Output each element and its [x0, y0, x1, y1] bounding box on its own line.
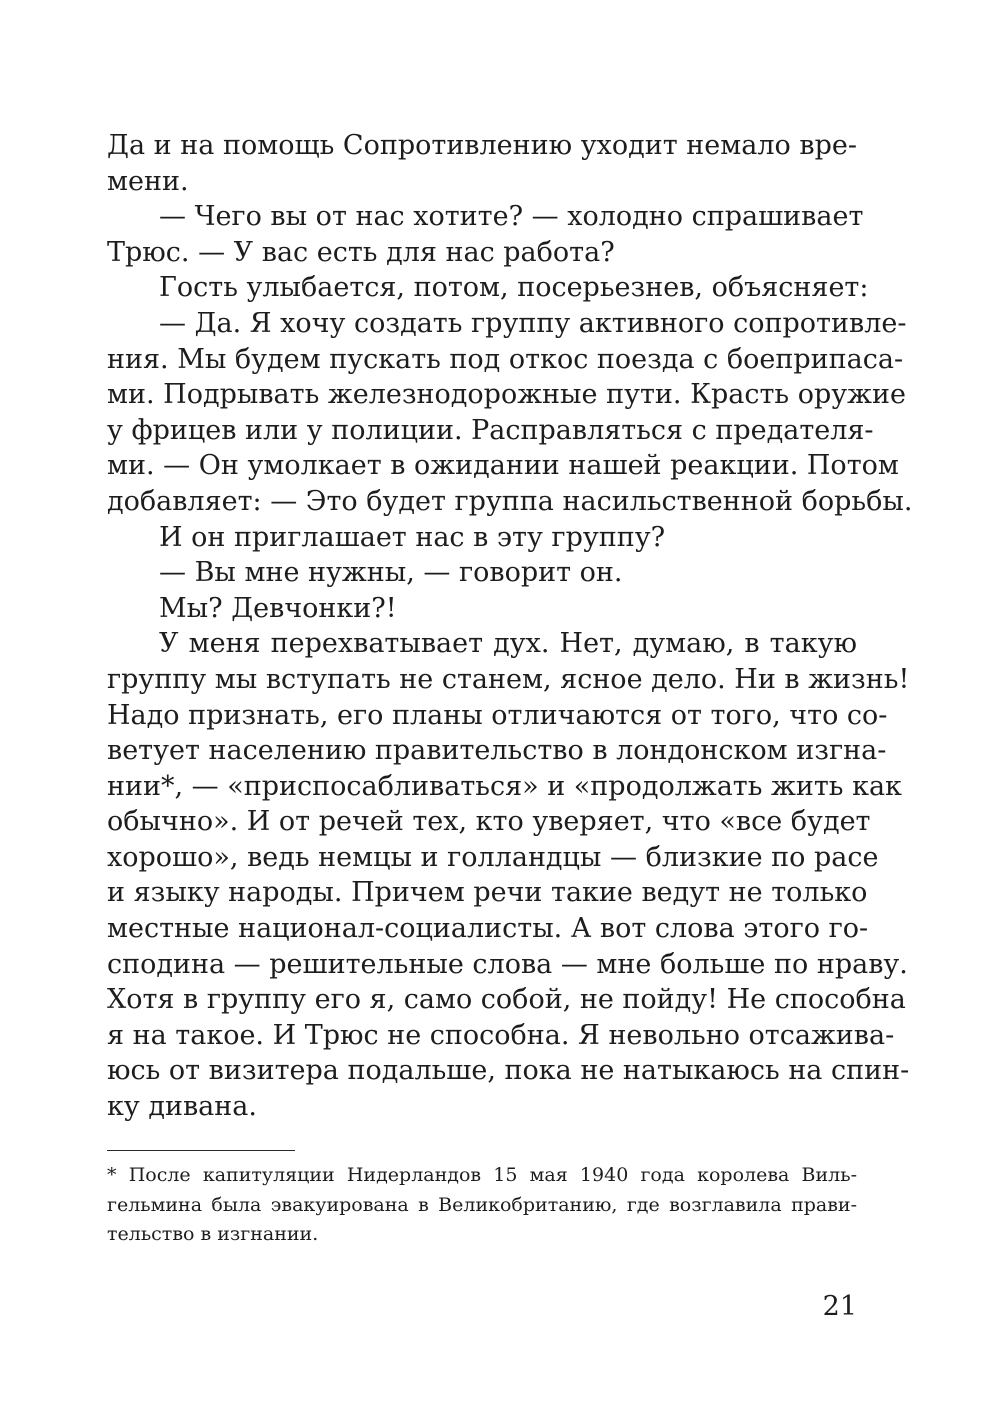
footnote-line: * После капитуляции Нидерландов 15 мая 1940 года королева Виль- — [107, 1164, 857, 1186]
text-line: — Чего вы от нас хотите? — холодно спрашивает — [159, 201, 864, 233]
text-line: сподина — решительные слова — мне больше по нраву. — [107, 948, 908, 980]
text-line: ми. Подрывать железнодорожные пути. Красть оружие — [107, 379, 906, 411]
text-line: юсь от визитера подальше, пока не натыкаюсь на спин- — [107, 1055, 910, 1087]
text-line: у фрицев или у полиции. Расправляться с предателя- — [107, 414, 874, 446]
text-line: ми. — Он умолкает в ожидании нашей реакции. Потом — [107, 450, 899, 482]
footnote-line: гельмина была эвакуирована в Великобританию, где возглавила прави- — [107, 1193, 857, 1216]
text-line: Да и на помощь Сопротивлению уходит немало вре- — [107, 130, 857, 161]
text-line: и языку народы. Причем речи такие ведут не только — [107, 877, 868, 909]
text-line: ветует населению правительство в лондонском изгна- — [107, 735, 887, 767]
text-line: — Вы мне нужны, — говорит он. — [159, 557, 623, 589]
text-line: ку дивана. — [107, 1091, 257, 1123]
text-line: Надо признать, его планы отличаются от того, что со- — [107, 699, 888, 731]
text-line: ния. Мы будем пускать под откос поезда с боеприпаса- — [107, 343, 904, 375]
text-line: У меня перехватывает дух. Нет, думаю, в такую — [159, 628, 857, 660]
text-line: Мы? Девчонки?! — [159, 592, 397, 624]
footnote-line: тельство в изгнании. — [107, 1223, 319, 1245]
text-line: обычно». И от речей тех, кто уверяет, что «все будет — [107, 806, 871, 838]
text-line: Хотя в группу его я, само собой, не пойду! Не способна — [107, 984, 906, 1016]
text-line: И он приглашает нас в эту группу? — [159, 521, 666, 553]
main-text — [107, 128, 913, 1125]
footnote-divider — [107, 1150, 295, 1151]
text-line: я на такое. И Трюс не способна. Я невольно отсажива- — [107, 1019, 895, 1051]
text-line: мени. — [107, 165, 189, 197]
text-line: Трюс. — У вас есть для нас работа? — [107, 236, 615, 268]
footnote — [107, 1161, 857, 1250]
text-line: хорошо», ведь немцы и голландцы — близкие по расе — [107, 841, 879, 873]
page-number: 21 — [822, 1291, 857, 1322]
text-line: добавляет: — Это будет группа насильственной борьбы. — [107, 485, 913, 517]
text-line: местные национал-социалисты. А вот слова этого го- — [107, 913, 869, 945]
text-line: нии*, — «приспосабливаться» и «продолжать жить как — [107, 770, 902, 802]
text-line: группу мы вступать не станем, ясное дело. Ни в жизнь! — [107, 663, 910, 695]
text-line: Гость улыбается, потом, посерьезнев, объясняет: — [159, 272, 869, 304]
text-line: — Да. Я хочу создать группу активного сопротивле- — [159, 307, 907, 339]
